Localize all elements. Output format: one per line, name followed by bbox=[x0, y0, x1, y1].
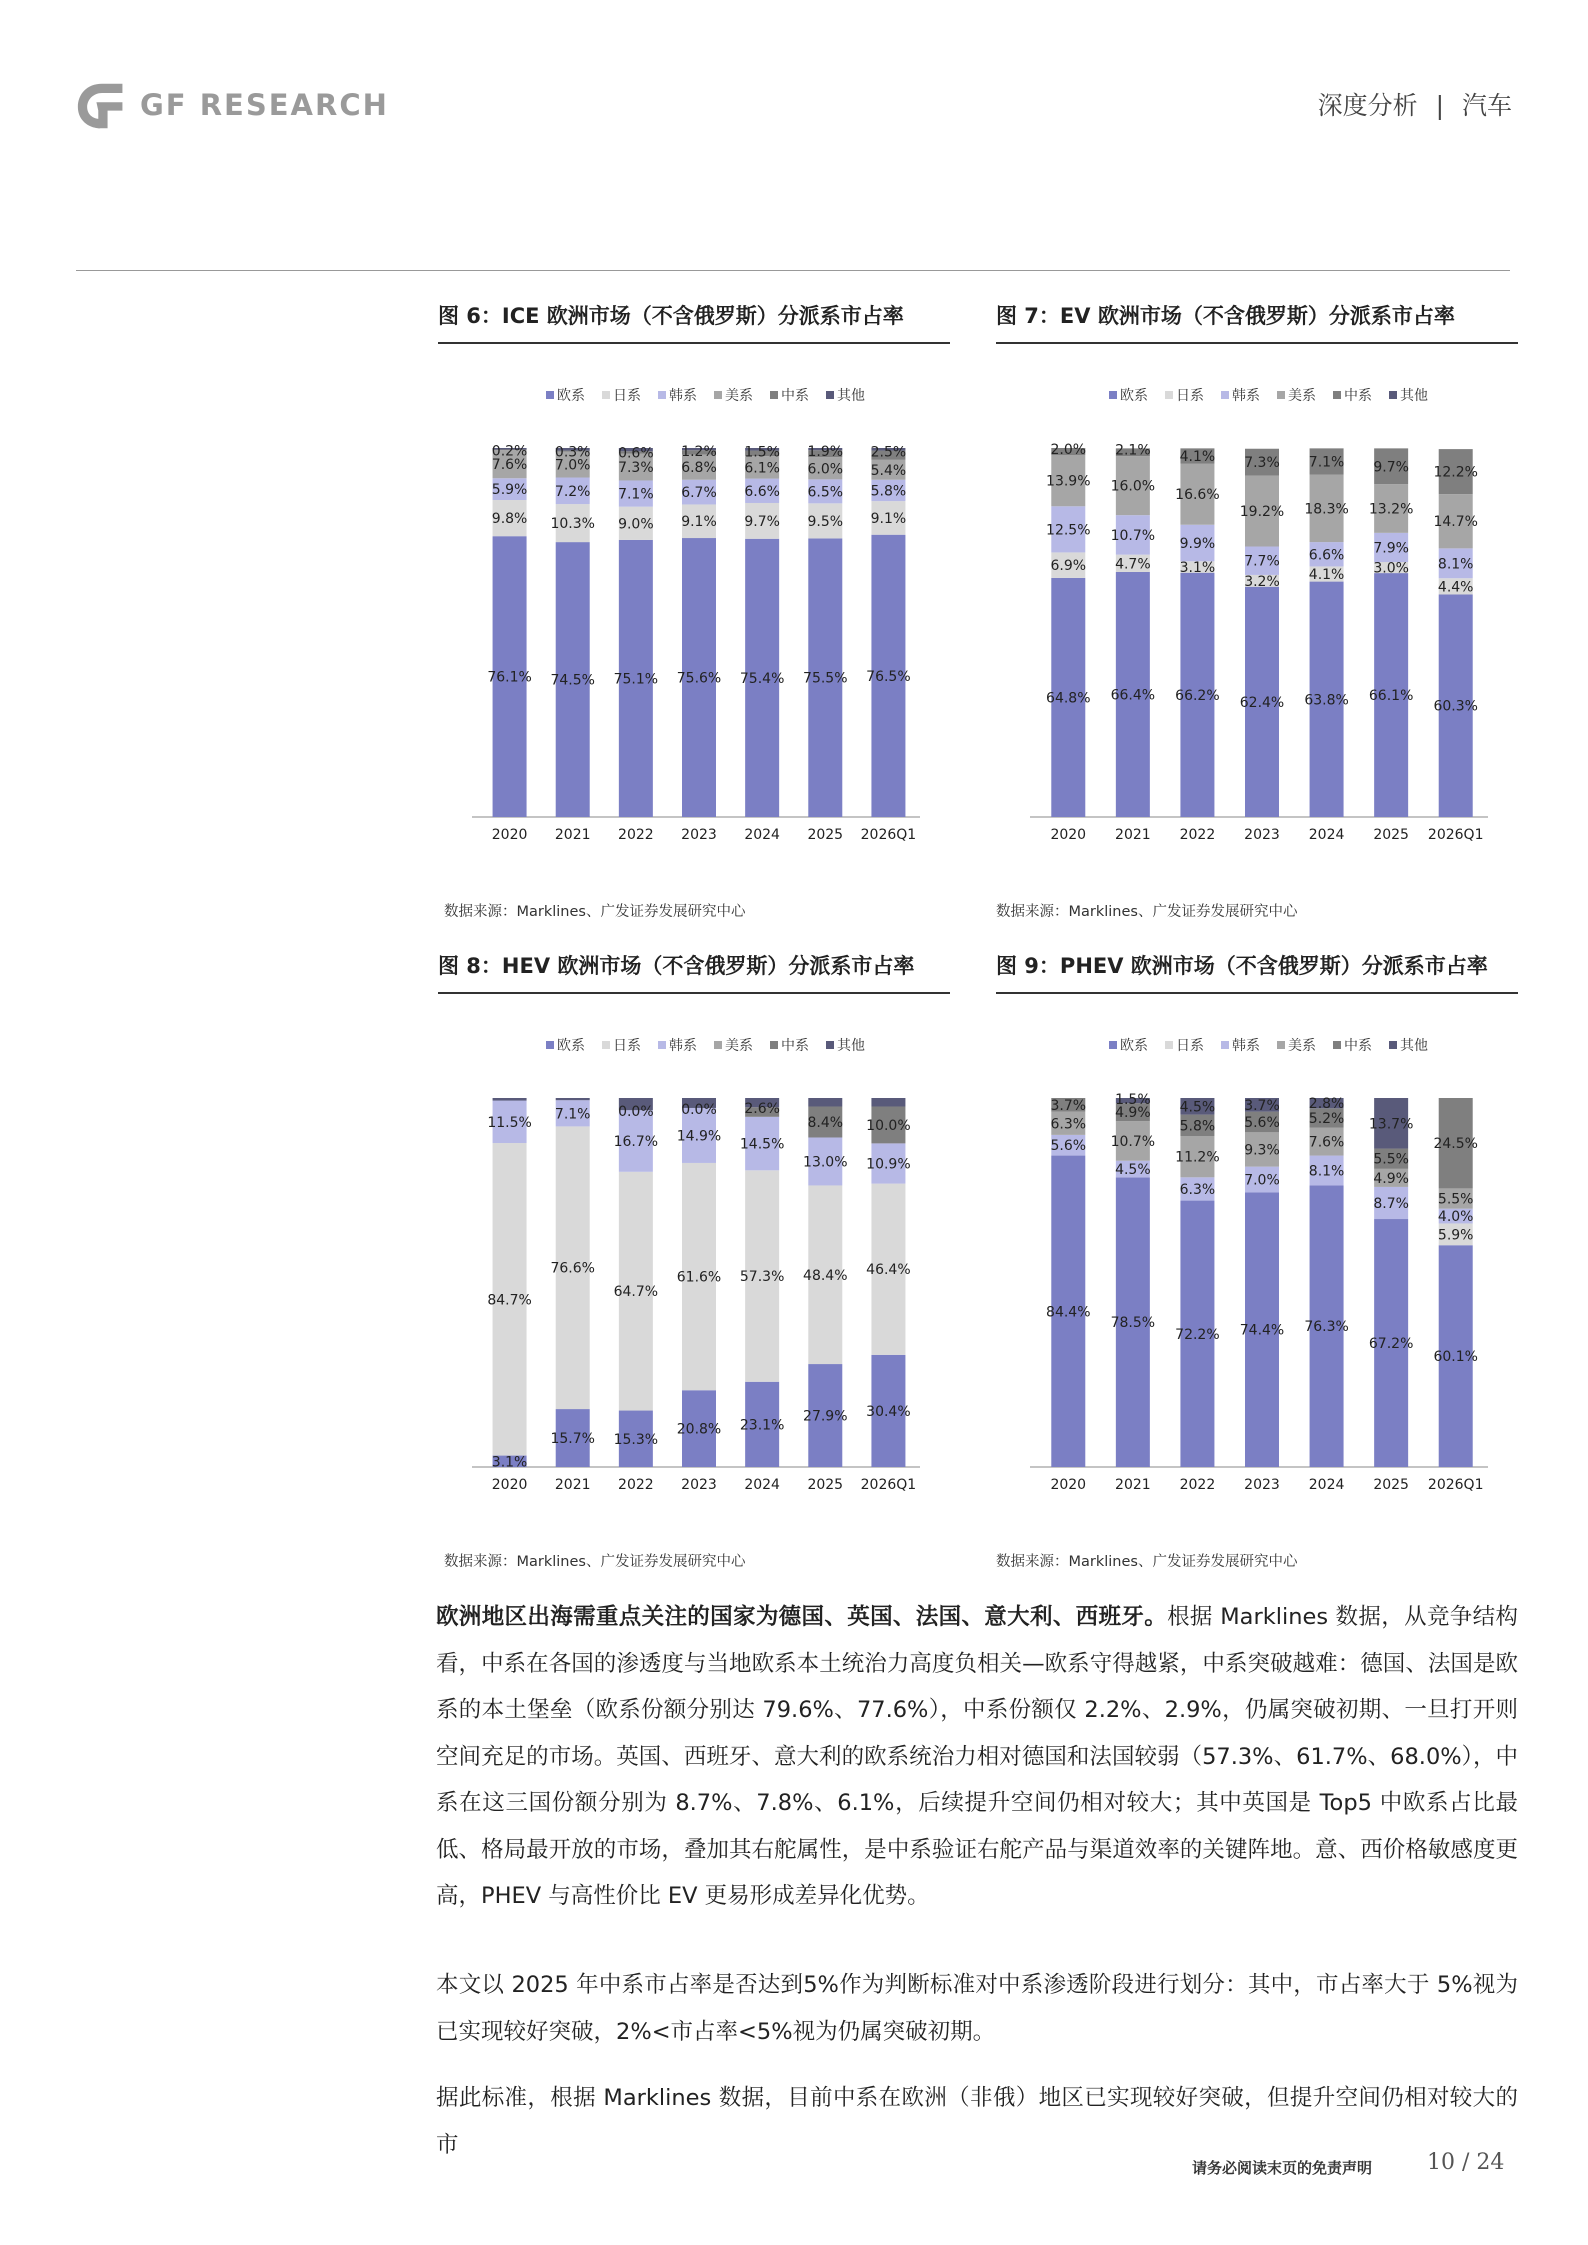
x-tick-label: 2023 bbox=[681, 1477, 717, 1493]
legend-swatch bbox=[1389, 391, 1397, 399]
legend-swatch bbox=[1333, 1041, 1341, 1049]
data-label: 6.6% bbox=[1308, 547, 1345, 564]
legend-label: 韩系 bbox=[1232, 388, 1260, 404]
data-label: 23.1% bbox=[739, 1417, 785, 1434]
data-label: 5.8% bbox=[870, 483, 907, 500]
legend-label: 欧系 bbox=[1120, 1038, 1148, 1054]
data-label: 66.4% bbox=[1110, 687, 1156, 704]
data-label: 2.0% bbox=[1050, 442, 1087, 458]
legend-label: 其他 bbox=[837, 1038, 865, 1054]
legend-item bbox=[770, 1037, 809, 1054]
data-label: 9.3% bbox=[1244, 1142, 1280, 1159]
data-label: 4.0% bbox=[1437, 1209, 1474, 1226]
legend-swatch bbox=[1109, 1041, 1117, 1049]
legend-label: 日系 bbox=[1176, 1038, 1204, 1054]
data-label: 10.3% bbox=[550, 516, 595, 533]
x-tick-label: 2024 bbox=[1308, 1477, 1345, 1493]
x-tick-label: 2025 bbox=[807, 1477, 844, 1493]
data-label: 3.0% bbox=[1373, 560, 1409, 577]
data-label: 9.7% bbox=[744, 513, 780, 530]
data-label: 5.8% bbox=[1179, 1118, 1216, 1135]
data-label: 72.2% bbox=[1175, 1326, 1220, 1343]
data-label: 6.3% bbox=[1179, 1181, 1216, 1198]
data-label: 60.3% bbox=[1433, 698, 1478, 715]
legend-item bbox=[1221, 387, 1260, 404]
hev-share-chart bbox=[438, 1030, 950, 1510]
data-label: 13.7% bbox=[1368, 1116, 1414, 1133]
x-tick-label: 2023 bbox=[681, 827, 717, 843]
data-label: 15.3% bbox=[613, 1431, 659, 1448]
legend-item bbox=[714, 388, 753, 404]
legend-label: 韩系 bbox=[669, 388, 697, 404]
data-label: 4.5% bbox=[1179, 1099, 1216, 1116]
data-label: 5.5% bbox=[1373, 1151, 1409, 1168]
legend-swatch bbox=[770, 1041, 778, 1049]
figure-6-title: 图 6：ICE 欧洲市场（不含俄罗斯）分派系市占率 bbox=[438, 300, 950, 344]
legend-swatch bbox=[1389, 1041, 1397, 1049]
legend-swatch bbox=[546, 1041, 554, 1049]
data-label: 0.0% bbox=[681, 1101, 717, 1118]
data-label: 8.7% bbox=[1373, 1195, 1409, 1212]
data-label: 13.9% bbox=[1046, 473, 1091, 490]
legend-label: 其他 bbox=[837, 388, 865, 404]
data-label: 7.3% bbox=[618, 460, 654, 477]
data-label: 4.9% bbox=[1115, 1105, 1151, 1122]
data-label: 84.7% bbox=[487, 1292, 532, 1309]
brand-name: GF RESEARCH bbox=[140, 88, 389, 122]
data-label: 9.8% bbox=[491, 511, 528, 528]
legend-swatch bbox=[1277, 391, 1285, 399]
figure-7-source: 数据来源：Marklines、广发证券发展研究中心 bbox=[996, 904, 1298, 920]
x-tick-label: 2024 bbox=[744, 827, 780, 843]
data-label: 57.3% bbox=[739, 1269, 785, 1286]
legend-label: 中系 bbox=[781, 388, 809, 404]
data-label: 4.1% bbox=[1179, 448, 1216, 465]
data-label: 16.0% bbox=[1110, 478, 1156, 495]
legend-swatch bbox=[770, 391, 778, 399]
legend-swatch bbox=[658, 391, 666, 399]
x-tick-label: 2024 bbox=[1308, 827, 1345, 843]
data-label: 74.5% bbox=[550, 672, 595, 689]
data-label: 7.6% bbox=[491, 457, 528, 474]
legend-swatch bbox=[658, 1041, 666, 1049]
legend-item bbox=[658, 1037, 697, 1054]
legend-item bbox=[1165, 388, 1204, 404]
data-label: 8.1% bbox=[1437, 556, 1474, 573]
chart-legend bbox=[546, 387, 865, 404]
legend-label: 中系 bbox=[781, 1038, 809, 1054]
ice-share-chart bbox=[438, 380, 950, 860]
data-label: 7.2% bbox=[554, 483, 591, 500]
legend-item bbox=[1389, 388, 1428, 404]
legend-swatch bbox=[826, 1041, 834, 1049]
x-tick-label: 2025 bbox=[807, 827, 844, 843]
data-label: 9.9% bbox=[1179, 536, 1216, 553]
data-label: 4.4% bbox=[1437, 579, 1474, 596]
bar-segment bbox=[808, 1098, 842, 1106]
header-separator: | bbox=[1435, 91, 1445, 120]
doc-category: 深度分析 bbox=[1317, 91, 1418, 120]
x-tick-label: 2023 bbox=[1244, 827, 1280, 843]
legend-item bbox=[1333, 1037, 1372, 1054]
data-label: 7.0% bbox=[1244, 1172, 1280, 1189]
legend-item bbox=[546, 388, 585, 404]
legend-swatch bbox=[714, 1041, 722, 1049]
data-label: 24.5% bbox=[1433, 1136, 1478, 1153]
x-tick-label: 2021 bbox=[554, 1477, 591, 1493]
figure-7-title: 图 7：EV 欧洲市场（不含俄罗斯）分派系市占率 bbox=[996, 300, 1518, 344]
x-tick-label: 2021 bbox=[1115, 827, 1151, 843]
bar-segment bbox=[871, 1098, 905, 1106]
data-label: 3.7% bbox=[1244, 1097, 1280, 1114]
data-label: 0.6% bbox=[618, 445, 654, 462]
data-label: 6.3% bbox=[1050, 1116, 1087, 1133]
legend-label: 日系 bbox=[1176, 388, 1204, 404]
figure-6-source: 数据来源：Marklines、广发证券发展研究中心 bbox=[444, 904, 746, 920]
data-label: 1.9% bbox=[807, 444, 844, 461]
figure-9-title: 图 9：PHEV 欧洲市场（不含俄罗斯）分派系市占率 bbox=[996, 950, 1518, 994]
legend-swatch bbox=[1277, 1041, 1285, 1049]
data-label: 7.6% bbox=[1308, 1134, 1345, 1151]
data-label: 1.5% bbox=[1115, 1092, 1151, 1108]
data-label: 74.4% bbox=[1239, 1322, 1285, 1339]
legend-label: 日系 bbox=[613, 388, 641, 404]
data-label: 6.7% bbox=[681, 485, 717, 502]
data-label: 75.4% bbox=[739, 670, 785, 687]
data-label: 30.4% bbox=[866, 1403, 911, 1420]
data-label: 9.0% bbox=[618, 516, 654, 533]
data-label: 2.1% bbox=[1115, 442, 1151, 459]
data-label: 2.6% bbox=[744, 1101, 780, 1118]
data-label: 13.0% bbox=[803, 1154, 848, 1171]
data-label: 6.5% bbox=[807, 484, 844, 501]
paragraph-2: 本文以 2025 年中系市占率是否达到5%作为判断标准对中系渗透阶段进行划分：其中，市占率大于 5%视为已实现较好突破，2%<市占率<5%视为仍属突破初期。 bbox=[436, 1972, 1518, 2045]
data-label: 75.6% bbox=[676, 670, 722, 687]
legend-swatch bbox=[1333, 391, 1341, 399]
legend-item bbox=[1389, 1038, 1428, 1054]
data-label: 46.4% bbox=[866, 1262, 911, 1279]
legend-swatch bbox=[602, 1041, 610, 1049]
data-label: 6.8% bbox=[681, 460, 717, 477]
data-label: 61.6% bbox=[676, 1269, 722, 1286]
header-section bbox=[1318, 86, 1512, 122]
data-label: 7.0% bbox=[554, 457, 591, 474]
data-label: 6.0% bbox=[807, 461, 844, 478]
data-label: 10.0% bbox=[866, 1117, 911, 1134]
data-label: 3.2% bbox=[1244, 573, 1280, 590]
legend-item bbox=[770, 387, 809, 404]
data-label: 10.9% bbox=[866, 1156, 911, 1173]
data-label: 9.7% bbox=[1373, 459, 1409, 476]
data-label: 3.1% bbox=[1179, 560, 1216, 577]
data-label: 7.1% bbox=[1308, 454, 1345, 471]
legend-item bbox=[1277, 388, 1316, 404]
legend-swatch bbox=[1221, 1041, 1229, 1049]
legend-item bbox=[658, 387, 697, 404]
bar-segment bbox=[493, 1098, 527, 1101]
data-label: 11.5% bbox=[487, 1114, 532, 1131]
x-tick-label: 2020 bbox=[1050, 1477, 1087, 1493]
figure-8-source: 数据来源：Marklines、广发证券发展研究中心 bbox=[444, 1554, 746, 1570]
legend-label: 美系 bbox=[725, 1038, 753, 1054]
doc-industry: 汽车 bbox=[1461, 91, 1512, 120]
data-label: 19.2% bbox=[1239, 504, 1285, 521]
data-label: 0.0% bbox=[618, 1104, 654, 1121]
x-tick-label: 2022 bbox=[618, 1477, 654, 1493]
legend-swatch bbox=[1109, 391, 1117, 399]
data-label: 76.5% bbox=[866, 668, 911, 685]
figure-8-title: 图 8：HEV 欧洲市场（不含俄罗斯）分派系市占率 bbox=[438, 950, 950, 994]
data-label: 64.7% bbox=[613, 1284, 659, 1301]
legend-swatch bbox=[1165, 1041, 1173, 1049]
data-label: 0.3% bbox=[554, 444, 591, 461]
data-label: 84.4% bbox=[1046, 1304, 1091, 1321]
data-label: 5.6% bbox=[1244, 1114, 1280, 1131]
data-label: 10.7% bbox=[1110, 1133, 1156, 1150]
data-label: 5.4% bbox=[870, 462, 907, 479]
legend-label: 美系 bbox=[1288, 388, 1316, 404]
data-label: 5.9% bbox=[1437, 1227, 1474, 1244]
data-label: 13.2% bbox=[1368, 501, 1414, 518]
data-label: 9.1% bbox=[681, 514, 717, 531]
data-label: 27.9% bbox=[803, 1408, 848, 1425]
data-label: 60.1% bbox=[1433, 1349, 1478, 1366]
data-label: 0.2% bbox=[491, 443, 528, 460]
data-label: 5.5% bbox=[1437, 1191, 1474, 1208]
legend-item bbox=[1221, 1037, 1260, 1054]
data-label: 2.8% bbox=[1308, 1096, 1345, 1113]
x-tick-label: 2020 bbox=[1050, 827, 1087, 843]
legend-label: 其他 bbox=[1400, 1038, 1428, 1054]
data-label: 3.1% bbox=[491, 1454, 528, 1471]
data-label: 76.1% bbox=[487, 669, 532, 686]
chart-legend bbox=[546, 1037, 865, 1054]
disclaimer-note: 请务必阅读末页的免责声明 bbox=[1192, 2159, 1373, 2177]
data-label: 7.1% bbox=[618, 486, 654, 503]
data-label: 14.9% bbox=[676, 1128, 722, 1145]
legend-label: 韩系 bbox=[1232, 1038, 1260, 1054]
legend-item bbox=[714, 1038, 753, 1054]
data-label: 8.1% bbox=[1308, 1163, 1345, 1180]
x-tick-label: 2021 bbox=[1115, 1477, 1151, 1493]
data-label: 12.5% bbox=[1046, 522, 1091, 539]
data-label: 7.9% bbox=[1373, 540, 1409, 557]
x-tick-label: 2026Q1 bbox=[1427, 827, 1484, 843]
data-label: 5.2% bbox=[1308, 1110, 1345, 1127]
legend-label: 韩系 bbox=[669, 1038, 697, 1054]
legend-swatch bbox=[1221, 391, 1229, 399]
x-tick-label: 2026Q1 bbox=[1427, 1477, 1484, 1493]
paragraph-1-lead: 欧洲地区出海需重点关注的国家为德国、英国、法国、意大利、西班牙。 bbox=[436, 1604, 1168, 1630]
legend-label: 美系 bbox=[1288, 1038, 1316, 1054]
chart-legend bbox=[1109, 387, 1428, 404]
x-tick-label: 2020 bbox=[491, 1477, 528, 1493]
data-label: 1.5% bbox=[744, 444, 780, 461]
legend-item bbox=[602, 388, 641, 404]
data-label: 66.1% bbox=[1368, 688, 1414, 705]
bar-segment bbox=[556, 1098, 590, 1100]
legend-swatch bbox=[714, 391, 722, 399]
data-label: 10.7% bbox=[1110, 527, 1156, 544]
data-label: 12.2% bbox=[1433, 464, 1478, 481]
x-tick-label: 2025 bbox=[1373, 827, 1409, 843]
x-tick-label: 2026Q1 bbox=[860, 827, 917, 843]
data-label: 18.3% bbox=[1304, 501, 1349, 518]
x-tick-label: 2023 bbox=[1244, 1477, 1280, 1493]
data-label: 75.5% bbox=[803, 670, 848, 687]
x-tick-label: 2026Q1 bbox=[860, 1477, 917, 1493]
data-label: 7.3% bbox=[1244, 455, 1280, 472]
data-label: 76.6% bbox=[550, 1260, 595, 1277]
legend-swatch bbox=[602, 391, 610, 399]
legend-item bbox=[826, 1038, 865, 1054]
paragraph-1-body: 根据 Marklines 数据，从竞争结构看，中系在各国的渗透度与当地欧系本土统治力高度负相关—欧系守得越紧，中系突破越难：德国、法国是欧系的本土堡垒（欧系份额分别达 79.6%、77.6%），中系份额仅 2.2%、2.9%，仍属突破初期、一旦打开则空间充足的市场。英国、西班牙、意大利的欧系统治力相对德国和法国较弱（57.3%、61.7%、68.0%），中系在这三国份额分别为 8.7%、7.8%、6.1%，后续提升空间仍相对较大；其中英国是 Top5 中欧系占比最低、格局最开放的市场，叠加其右舵属性，是中系验证右舵产品与渠道效率的关键阵地。意、西价格敏感度更高，PHEV 与高性价比 EV 更易形成差异化优势。 bbox=[436, 1604, 1518, 1909]
paragraph-3: 据此标准，根据 Marklines 数据，目前中系在欧洲（非俄）地区已实现较好突破，但提升空间仍相对较大的市 bbox=[436, 2085, 1518, 2158]
data-label: 11.2% bbox=[1175, 1149, 1220, 1166]
legend-label: 欧系 bbox=[557, 1038, 585, 1054]
data-label: 15.7% bbox=[550, 1431, 595, 1448]
data-label: 62.4% bbox=[1239, 694, 1285, 711]
header-divider bbox=[76, 270, 1510, 271]
data-label: 3.7% bbox=[1050, 1097, 1087, 1114]
data-label: 8.4% bbox=[807, 1114, 844, 1131]
data-label: 6.1% bbox=[744, 460, 780, 477]
data-label: 78.5% bbox=[1110, 1315, 1156, 1332]
data-label: 5.9% bbox=[491, 482, 528, 499]
data-label: 76.3% bbox=[1304, 1319, 1349, 1336]
ev-share-chart bbox=[996, 380, 1518, 860]
legend-item bbox=[826, 388, 865, 404]
legend-item bbox=[1165, 1038, 1204, 1054]
legend-label: 其他 bbox=[1400, 388, 1428, 404]
data-label: 16.6% bbox=[1175, 487, 1220, 504]
legend-label: 欧系 bbox=[557, 388, 585, 404]
legend-swatch bbox=[546, 391, 554, 399]
data-label: 4.9% bbox=[1373, 1170, 1409, 1187]
legend-item bbox=[546, 1038, 585, 1054]
legend-swatch bbox=[826, 391, 834, 399]
data-label: 7.7% bbox=[1244, 553, 1280, 570]
data-label: 14.5% bbox=[739, 1136, 785, 1153]
legend-label: 美系 bbox=[725, 388, 753, 404]
data-label: 63.8% bbox=[1304, 692, 1349, 709]
legend-item bbox=[1109, 388, 1148, 404]
data-label: 14.7% bbox=[1433, 514, 1478, 531]
legend-label: 中系 bbox=[1344, 1038, 1372, 1054]
legend-label: 日系 bbox=[613, 1038, 641, 1054]
data-label: 5.6% bbox=[1050, 1138, 1087, 1155]
x-tick-label: 2024 bbox=[744, 1477, 780, 1493]
data-label: 9.1% bbox=[870, 510, 907, 527]
legend-item bbox=[1333, 387, 1372, 404]
legend-label: 中系 bbox=[1344, 388, 1372, 404]
figure-9-source: 数据来源：Marklines、广发证券发展研究中心 bbox=[996, 1554, 1298, 1570]
data-label: 48.4% bbox=[803, 1267, 848, 1284]
data-label: 2.5% bbox=[870, 444, 907, 461]
gf-logo-icon bbox=[74, 80, 130, 132]
legend-swatch bbox=[1165, 391, 1173, 399]
chart-legend bbox=[1109, 1037, 1428, 1054]
data-label: 1.2% bbox=[681, 444, 717, 461]
data-label: 16.7% bbox=[613, 1133, 659, 1150]
data-label: 4.7% bbox=[1115, 556, 1151, 573]
data-label: 67.2% bbox=[1368, 1336, 1414, 1353]
data-label: 64.8% bbox=[1046, 690, 1091, 707]
paragraph-1 bbox=[436, 1594, 1518, 1920]
legend-item bbox=[1277, 1038, 1316, 1054]
data-label: 6.9% bbox=[1050, 558, 1087, 575]
phev-share-chart bbox=[996, 1030, 1518, 1510]
data-label: 9.5% bbox=[807, 513, 844, 530]
x-tick-label: 2022 bbox=[1179, 827, 1216, 843]
x-tick-label: 2020 bbox=[491, 827, 528, 843]
data-label: 7.1% bbox=[554, 1106, 591, 1123]
data-label: 6.6% bbox=[744, 483, 780, 500]
data-label: 20.8% bbox=[676, 1421, 722, 1438]
data-label: 4.1% bbox=[1308, 567, 1345, 584]
x-tick-label: 2025 bbox=[1373, 1477, 1409, 1493]
x-tick-label: 2021 bbox=[554, 827, 591, 843]
data-label: 75.1% bbox=[613, 671, 659, 688]
data-label: 4.5% bbox=[1115, 1162, 1151, 1179]
legend-item bbox=[1109, 1038, 1148, 1054]
x-tick-label: 2022 bbox=[618, 827, 654, 843]
page-number: 10 / 24 bbox=[1427, 2150, 1505, 2175]
data-label: 66.2% bbox=[1175, 687, 1220, 704]
legend-item bbox=[602, 1038, 641, 1054]
legend-label: 欧系 bbox=[1120, 388, 1148, 404]
x-tick-label: 2022 bbox=[1179, 1477, 1216, 1493]
